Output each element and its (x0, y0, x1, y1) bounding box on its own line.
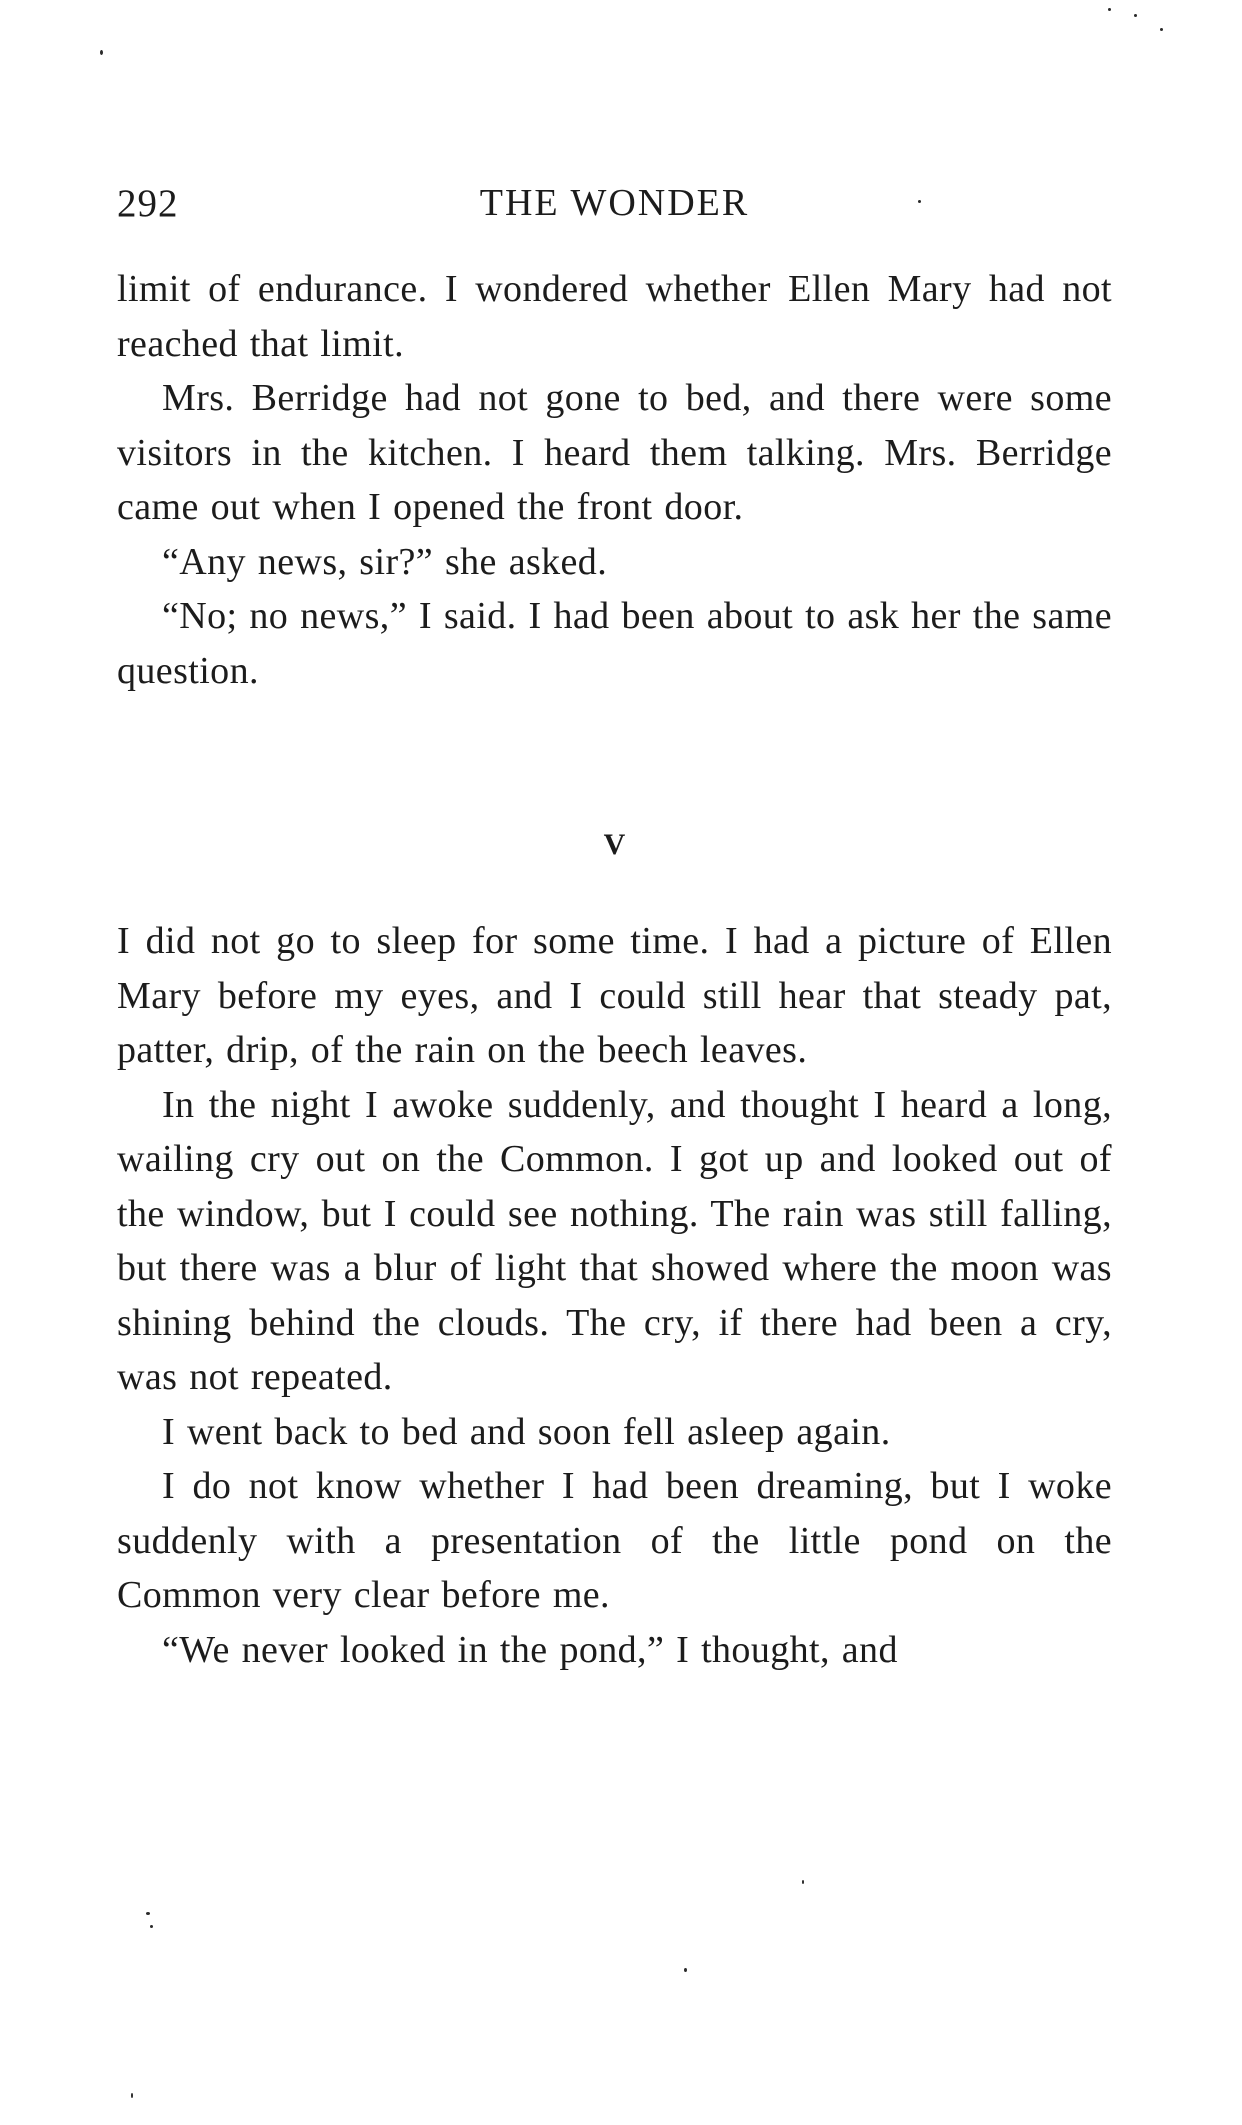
paragraph: I did not go to sleep for some time. I had a picture of Ellen Mary before my eyes, and I could still hear that steady pat, patter, drip, of the rain on the beech leaves. (117, 920, 1112, 1071)
paragraph: I do not know whether I had been dreaming, but I woke suddenly with a presentation of the little pond on the Common very clear before me. (117, 1465, 1112, 1616)
body-text-before-section (117, 262, 1112, 698)
scan-speck (150, 1925, 153, 1928)
body-text-after-section (117, 914, 1112, 1677)
scan-speck (146, 1912, 150, 1915)
running-head (117, 181, 1112, 231)
section-number: V (603, 828, 626, 861)
page-number: 292 (117, 182, 179, 225)
paragraph: “We never looked in the pond,” I thought, and (162, 1628, 898, 1671)
scan-speck (100, 50, 103, 55)
paragraph: Mrs. Berridge had not gone to bed, and there were some visitors in the kitchen. I heard them talking. Mrs. Berridge came out when I opened the front door. (117, 377, 1112, 528)
scan-speck (1134, 14, 1137, 17)
paragraph: I went back to bed and soon fell asleep again. (162, 1410, 891, 1453)
running-title: THE WONDER (479, 182, 750, 224)
paragraph: In the night I awoke suddenly, and thought I heard a long, wailing cry out on the Common. I got up and looked out of the window, but I could see nothing. The rain was still falling, but there was a blur of light that showed where the moon was shining behind the clouds. The cry, if there had been a cry, was not repeated. (117, 1083, 1112, 1398)
paragraph: “No; no news,” I said. I had been about to ask her the same question. (117, 595, 1112, 692)
scan-speck (918, 200, 921, 203)
paragraph: “Any news, sir?” she asked. (162, 540, 608, 583)
scan-speck (684, 1968, 687, 1972)
paragraph: limit of endurance. I wondered whether Ellen Mary had not reached that limit. (117, 268, 1112, 365)
scan-speck (1108, 8, 1111, 11)
scan-speck (131, 2093, 133, 2098)
scan-speck (1160, 28, 1163, 31)
scan-speck (802, 1880, 804, 1884)
